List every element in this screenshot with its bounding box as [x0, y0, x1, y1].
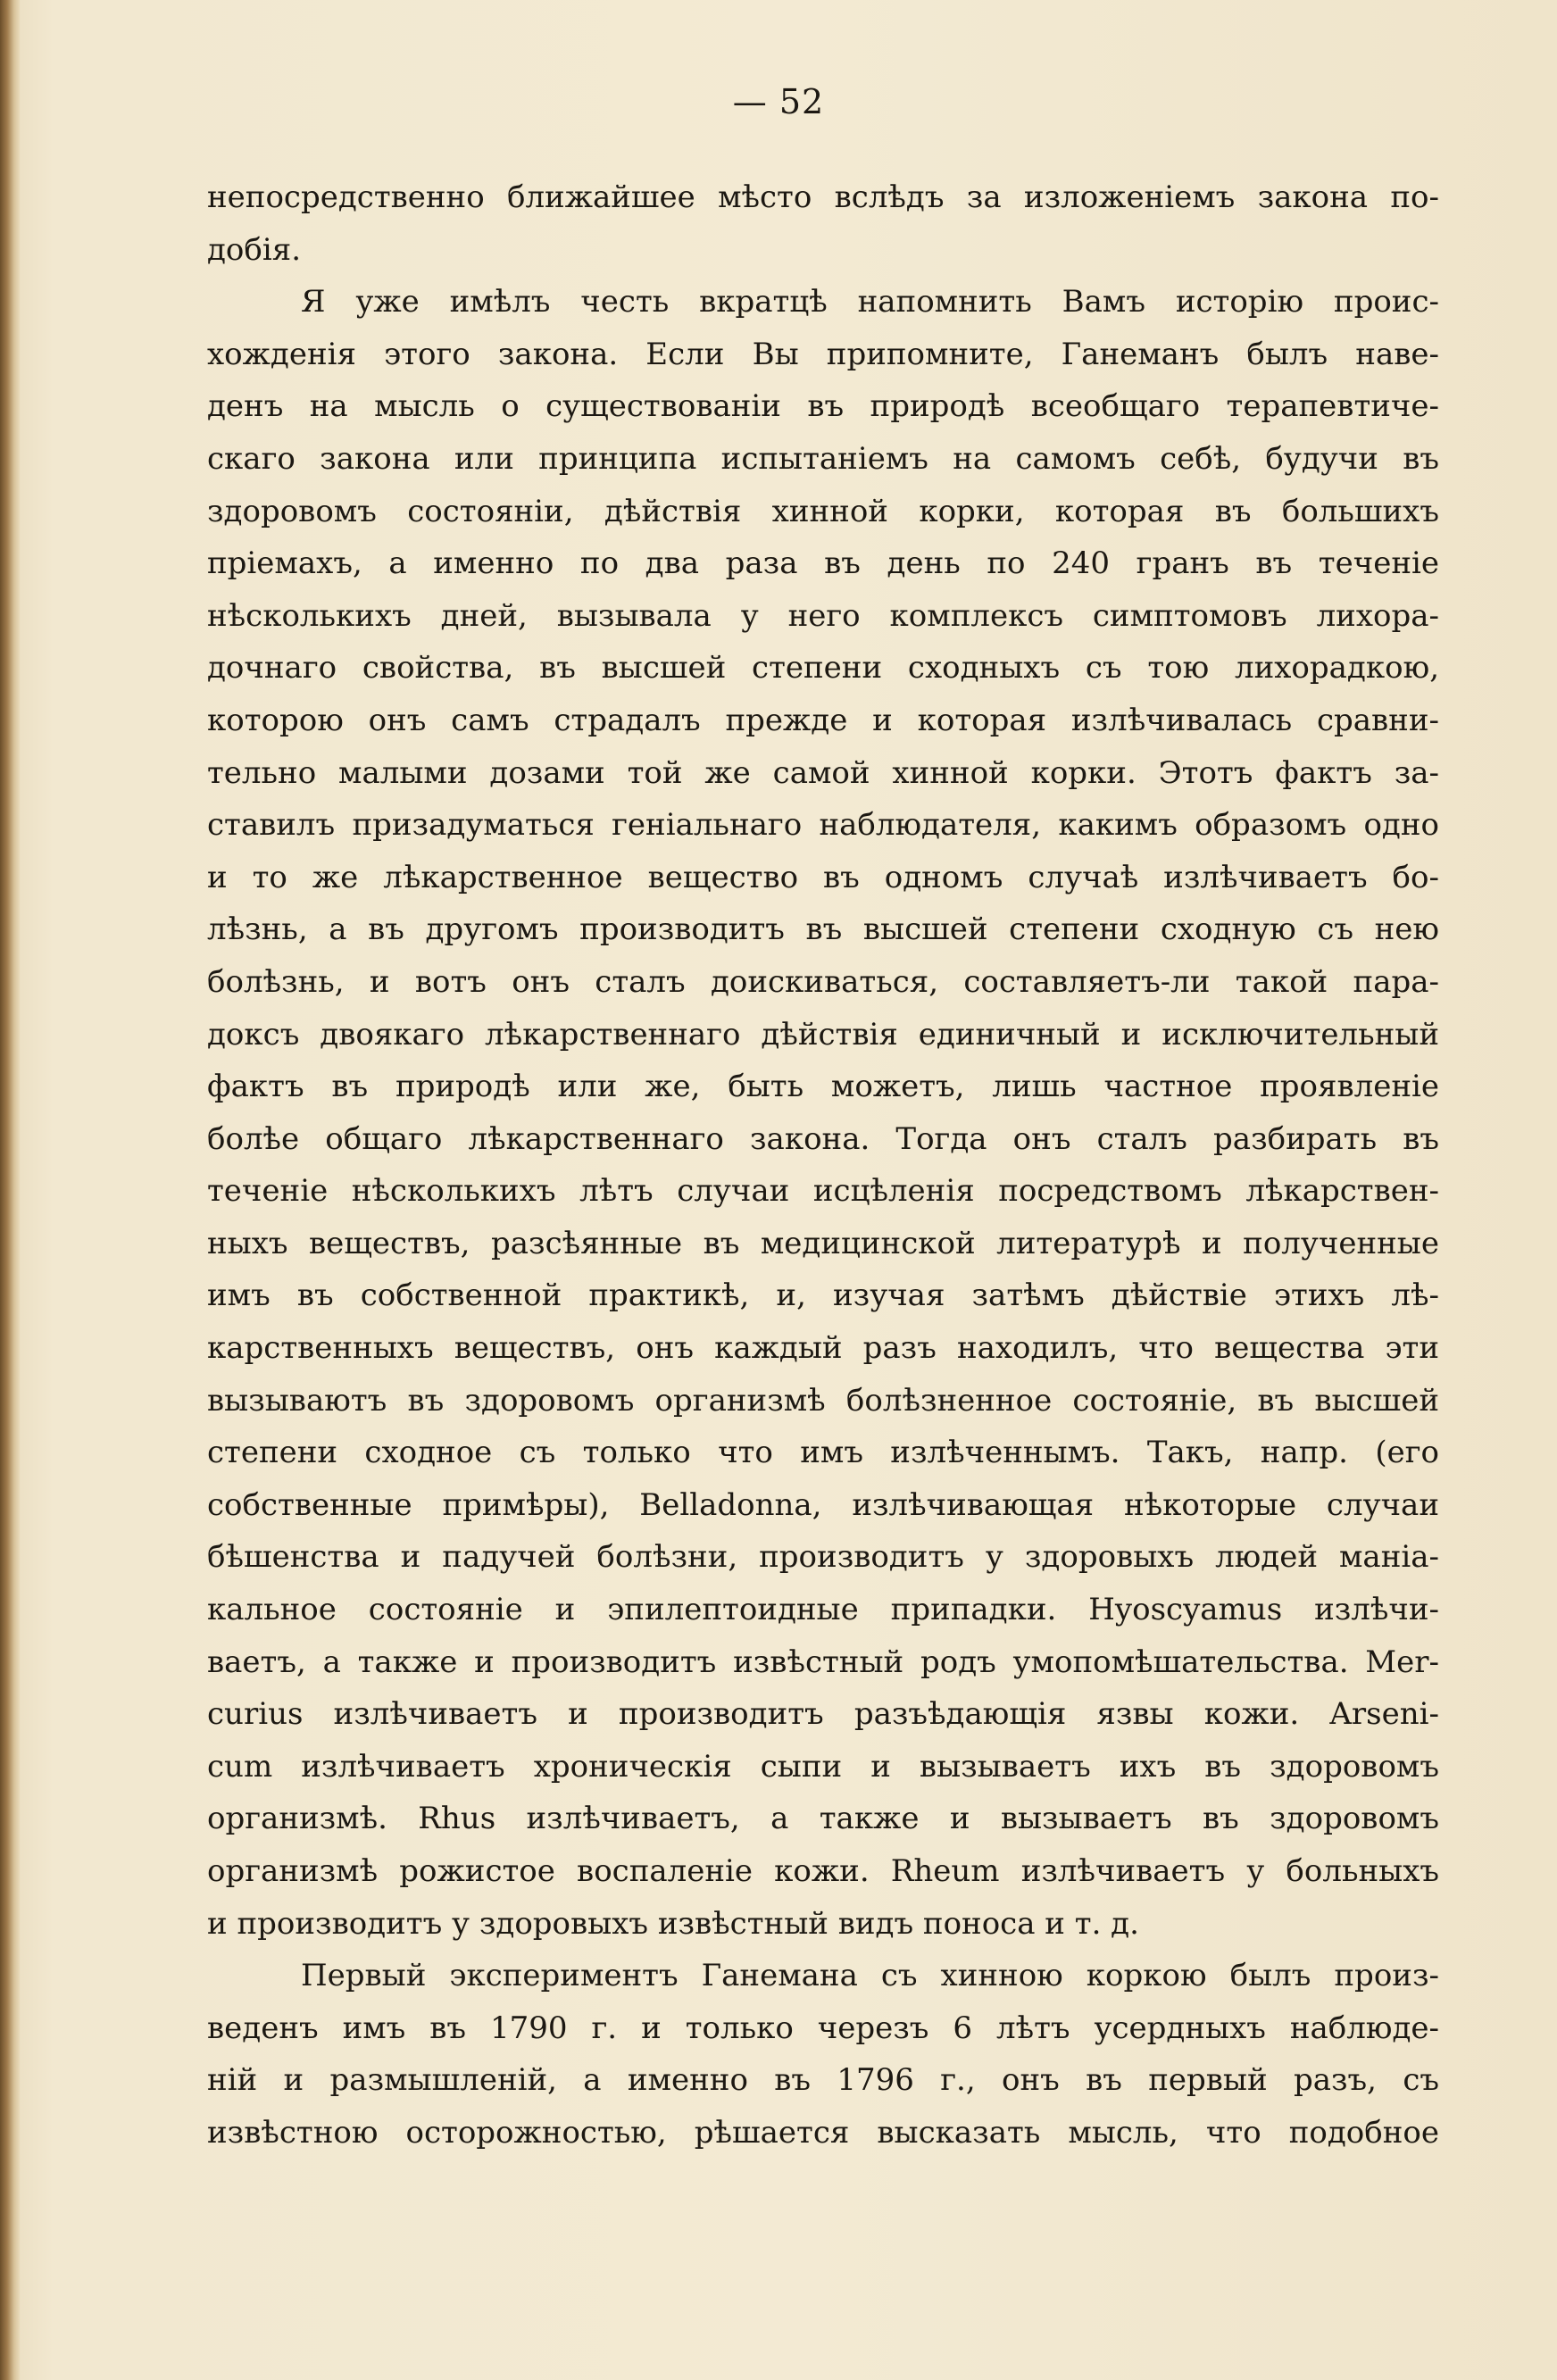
text-line: ставилъ призадуматься геніальнаго наблюдателя, какимъ образомъ одно	[207, 807, 1439, 844]
text-line: и производитъ у здоровыхъ извѣстный видъ поноса и т. д.	[207, 1905, 1139, 1942]
text-line: кальное состояніе и эпилептоидные припадки. Hyoscyamus излѣчи-	[207, 1592, 1439, 1628]
text-line: Первый экспериментъ Ганемана съ хинною коркою былъ произ-	[301, 1958, 1439, 1994]
page-number: — 52	[732, 82, 825, 121]
text-line: ній и размышленій, а именно въ 1796 г., онъ въ первый разъ, съ	[207, 2062, 1439, 2099]
text-line: карственныхъ веществъ, онъ каждый разъ находилъ, что вещества эти	[207, 1330, 1439, 1367]
text-line: вызываютъ въ здоровомъ организмѣ болѣзненное состояніе, въ высшей	[207, 1382, 1439, 1419]
text-line: теченіе нѣсколькихъ лѣтъ случаи исцѣленія посредствомъ лѣкарствен-	[207, 1173, 1439, 1210]
text-line: веденъ имъ въ 1790 г. и только черезъ 6 лѣтъ усердныхъ наблюде-	[207, 2010, 1439, 2046]
text-line: ныхъ веществъ, разсѣянные въ медицинской литературѣ и полученные	[207, 1225, 1439, 1261]
text-line: организмѣ. Rhus излѣчиваетъ, а также и вызываетъ въ здоровомъ	[207, 1801, 1439, 1837]
text-line: добія.	[207, 231, 302, 268]
text-line: лѣзнь, а въ другомъ производитъ въ высшей степени сходную съ нею	[207, 911, 1439, 948]
text-line: степени сходное съ только что имъ излѣченнымъ. Такъ, напр. (его	[207, 1435, 1439, 1471]
text-line: которою онъ самъ страдалъ прежде и которая излѣчивалась сравни-	[207, 702, 1439, 738]
text-line: хожденія этого закона. Если Вы припомните, Ганеманъ былъ наве-	[207, 336, 1439, 372]
text-line: болѣе общаго лѣкарственнаго закона. Тогда онъ сталъ разбирать въ	[207, 1120, 1439, 1157]
text-line: curius излѣчиваетъ и производитъ разъѣдающія язвы кожи. Arseni-	[207, 1696, 1439, 1733]
text-line: денъ на мысль о существованіи въ природѣ всеобщаго терапевтиче-	[207, 388, 1439, 425]
text-line: и то же лѣкарственное вещество въ одномъ случаѣ излѣчиваетъ бо-	[207, 859, 1439, 895]
text-line: ваетъ, а также и производитъ извѣстный родъ умопомѣшательства. Mer-	[207, 1644, 1439, 1680]
body-text	[207, 171, 1439, 2159]
text-line: cum излѣчиваетъ хроническія сыпи и вызываетъ ихъ въ здоровомъ	[207, 1748, 1439, 1785]
text-line: организмѣ рожистое воспаленіе кожи. Rheum излѣчиваетъ у больныхъ	[207, 1853, 1439, 1889]
text-line: собственные примѣры), Belladonna, излѣчивающая нѣкоторые случаи	[207, 1486, 1439, 1523]
text-line: фактъ въ природѣ или же, быть можетъ, лишь частное проявленіе	[207, 1069, 1439, 1105]
text-line: нѣсколькихъ дней, вызывала у него комплексъ симптомовъ лихора-	[207, 597, 1439, 634]
text-line: пріемахъ, а именно по два раза въ день по 240 гранъ въ теченіе	[207, 545, 1439, 582]
text-line: бѣшенства и падучей болѣзни, производитъ у здоровыхъ людей маніа-	[207, 1539, 1439, 1576]
text-line: тельно малыми дозами той же самой хинной корки. Этотъ фактъ за-	[207, 754, 1439, 791]
text-line: извѣстною осторожностью, рѣшается высказать мысль, что подобное	[207, 2114, 1439, 2151]
text-line: Я уже имѣлъ честь вкратцѣ напомнить Вамъ исторію проис-	[301, 284, 1439, 320]
text-line: непосредственно ближайшее мѣсто вслѣдъ за изложеніемъ закона по-	[207, 179, 1439, 215]
text-line: имъ въ собственной практикѣ, и, изучая затѣмъ дѣйствіе этихъ лѣ-	[207, 1277, 1439, 1314]
text-line: скаго закона или принципа испытаніемъ на самомъ себѣ, будучи въ	[207, 440, 1439, 477]
text-line: здоровомъ состояніи, дѣйствія хинной корки, которая въ большихъ	[207, 493, 1439, 529]
text-line: дочнаго свойства, въ высшей степени сходныхъ съ тою лихорадкою,	[207, 650, 1439, 687]
text-line: доксъ двоякаго лѣкарственнаго дѣйствія единичный и исключительный	[207, 1016, 1439, 1053]
binding-edge	[0, 0, 20, 2380]
text-line: болѣзнь, и вотъ онъ сталъ доискиваться, составляетъ-ли такой пара-	[207, 963, 1439, 1000]
